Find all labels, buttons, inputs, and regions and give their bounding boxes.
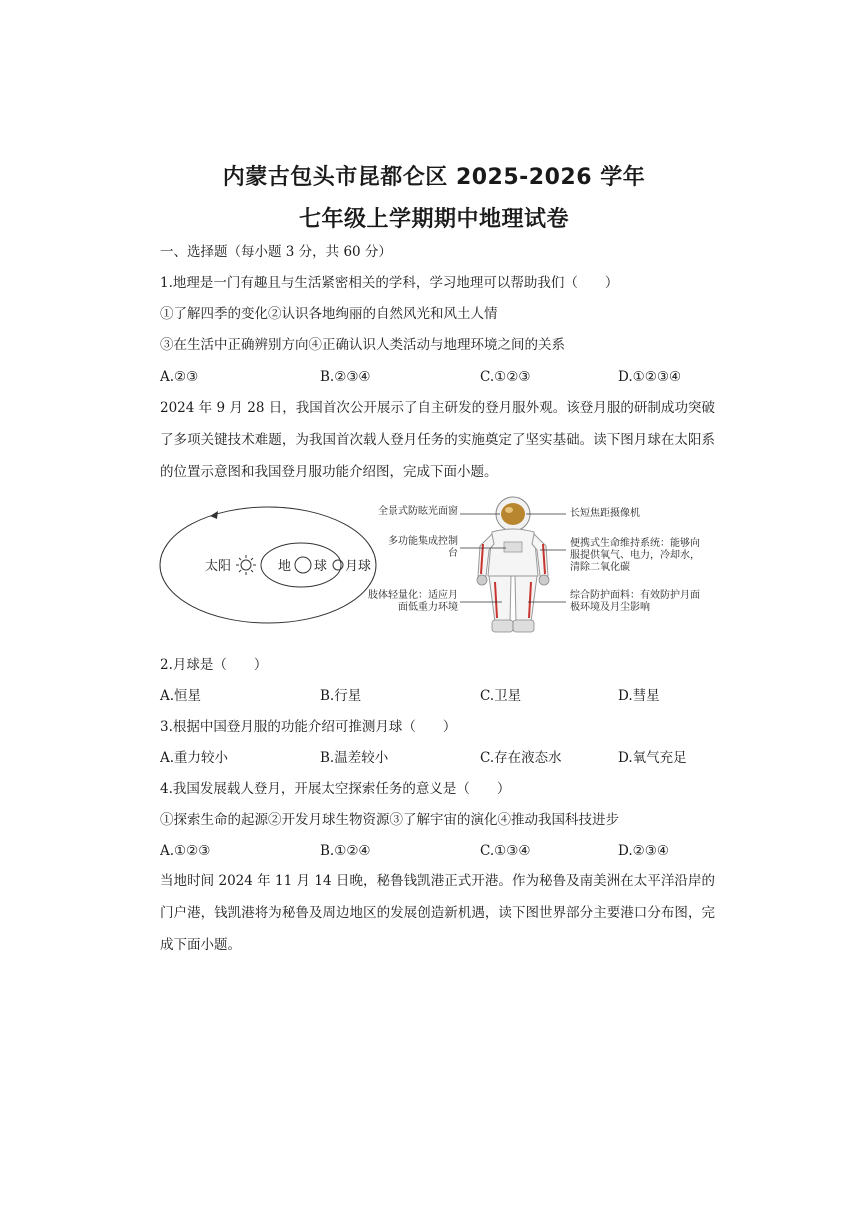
q2-option-b: B.行星: [320, 688, 362, 704]
moon-label: 月球: [345, 559, 372, 574]
earth-icon: [295, 557, 311, 573]
passage-moon-suit: 2024 年 9 月 28 日，我国首次公开展示了自主研发的登月服外观。该登月服的研制成功突破了多项关键技术难题，为我国首次载人登月任务的实施奠定了坚实基础。读下图月球在太阳系的位置示意图和我国登月服功能介绍图，完成下面小题。: [160, 400, 715, 480]
label-visor: 全景式防眩光面窗: [378, 506, 458, 517]
exam-title-line1: 内蒙古包头市昆都仑区 2025-2026 学年: [222, 165, 646, 190]
q2-stem: 2.月球是（ ）: [160, 657, 268, 673]
label-life-support: 便携式生命维持系统：能够向服提供氧气、电力，冷却水，清除二氧化碳: [570, 538, 700, 573]
exam-title-line2: 七年级上学期期中地理试卷: [298, 207, 569, 232]
solar-system-diagram: [158, 502, 384, 632]
label-protective-fabric: 综合防护面料：有效防护月面极环境及月尘影响: [570, 590, 700, 613]
q1-option-d: D.①②③④: [618, 369, 682, 385]
q3-option-a: A.重力较小: [160, 750, 229, 766]
earth-label-2: 球: [314, 559, 328, 574]
q4-option-d: D.②③④: [618, 843, 669, 859]
q4-items-line1: ①探索生命的起源②开发月球生物资源③了解宇宙的演化④推动我国科技进步: [160, 812, 619, 828]
q3-stem: 3.根据中国登月服的功能介绍可推测月球（ ）: [160, 719, 457, 735]
q4-option-a: A.①②③: [160, 843, 211, 859]
q4-stem: 4.我国发展载人登月，开展太空探索任务的意义是（ ）: [160, 781, 511, 797]
q1-option-c: C.①②③: [480, 369, 531, 385]
q1-option-b: B.②③④: [320, 369, 371, 385]
earth-orbit: [160, 507, 376, 623]
q1-items-line2: ③在生活中正确辨别方向④正确认识人类活动与地理环境之间的关系: [160, 337, 565, 353]
moon-orbit: [261, 543, 341, 587]
section-heading: 一、选择题（每小题 3 分，共 60 分）: [160, 244, 392, 260]
q3-option-b: B.温差较小: [320, 750, 389, 766]
q2-option-d: D.彗星: [618, 688, 660, 704]
q4-option-b: B.①②④: [320, 843, 371, 859]
q1-items-line1: ①了解四季的变化②认识各地绚丽的自然风光和风土人情: [160, 306, 498, 322]
passage-chancay-port: 当地时间 2024 年 11 月 14 日晚，秘鲁钱凯港正式开港。作为秘鲁及南美洲在太平洋沿岸的门户港，钱凯港将为秘鲁及周边地区的发展创造新机遇，读下图世界部分主要港口分布图，完成下面小题。: [160, 873, 715, 953]
q3-option-c: C.存在液态水: [480, 750, 562, 766]
sun-label: 太阳: [205, 559, 232, 574]
q3-option-d: D.氧气充足: [618, 750, 687, 766]
q2-option-c: C.卫星: [480, 688, 522, 704]
q2-option-a: A.恒星: [160, 688, 202, 704]
label-lightweight-limbs: 肢体轻量化：适应月面低重力环境: [368, 590, 458, 613]
earth-label-1: 地: [278, 559, 292, 574]
label-control-console: 多功能集成控制台: [388, 536, 458, 559]
sun-icon: [236, 555, 256, 575]
q1-option-a: A.②③: [160, 369, 199, 385]
spacesuit-diagram: [368, 494, 708, 639]
label-camera: 长短焦距摄像机: [570, 508, 640, 519]
q1-stem: 1.地理是一门有趣且与生活紧密相关的学科，学习地理可以帮助我们（ ）: [160, 275, 619, 291]
q4-option-c: C.①③④: [480, 843, 531, 859]
